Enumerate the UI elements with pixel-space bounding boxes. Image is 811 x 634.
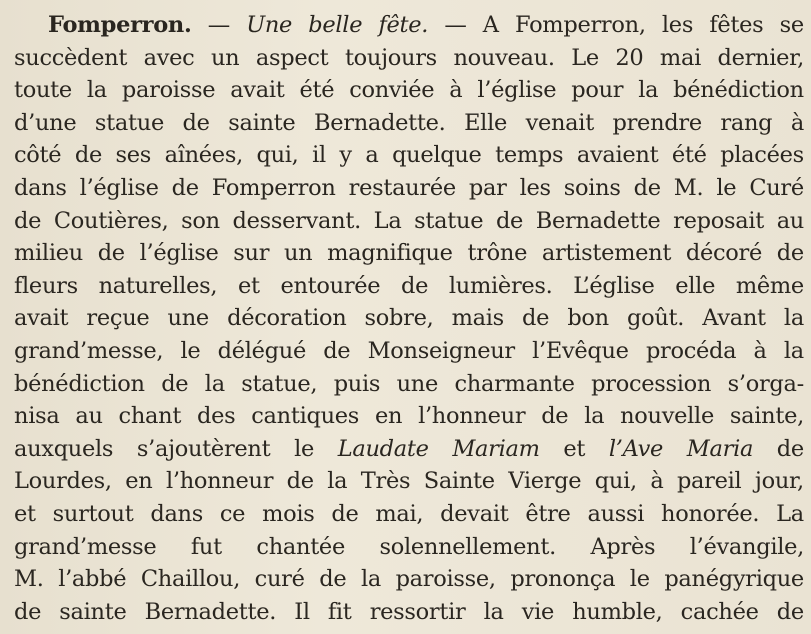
article-word: et — [563, 435, 586, 462]
article-word: solennellement. — [379, 533, 556, 560]
article-word: procéda — [645, 337, 737, 364]
article-line — [14, 465, 804, 498]
article-word: mai — [659, 44, 701, 71]
article-line — [14, 270, 804, 303]
article-word: lumières. — [448, 272, 553, 299]
article-word: artistement — [541, 240, 672, 267]
article-word: été — [299, 77, 335, 104]
article-word: paroisse, — [395, 566, 496, 593]
article-line — [14, 139, 804, 172]
article-word: de — [286, 468, 314, 495]
article-word: de — [319, 566, 347, 593]
article-word: côté — [14, 142, 62, 169]
article-word: Avant — [702, 305, 766, 332]
article-column — [14, 9, 804, 628]
article-word: procession — [591, 370, 712, 397]
article-word: l’abbé — [58, 566, 127, 593]
article-word: l’Ave — [608, 435, 664, 462]
article-word: L’église — [573, 272, 655, 299]
article-word: pour — [571, 77, 624, 104]
article-word: à — [753, 337, 767, 364]
article-word: chant — [118, 403, 182, 430]
article-word: de — [776, 240, 804, 267]
article-word: à — [790, 109, 804, 136]
article-word: aînées, — [164, 142, 243, 169]
article-word: dans — [14, 174, 67, 201]
article-word: statue — [414, 207, 484, 234]
article-word: devait — [440, 500, 509, 527]
article-line — [14, 368, 804, 401]
article-word: la — [86, 77, 107, 104]
article-word: temps — [495, 142, 564, 169]
article-word: mai, — [375, 500, 424, 527]
article-word: surtout — [52, 500, 134, 527]
article-word: desservant. — [232, 207, 361, 234]
article-word: La — [373, 207, 402, 234]
article-word: qui, — [594, 468, 637, 495]
article-word: de — [74, 142, 102, 169]
article-word: pareil — [676, 468, 742, 495]
article-word: par — [468, 174, 507, 201]
article-word: de — [633, 174, 661, 201]
article-line — [14, 335, 804, 368]
article-line — [14, 531, 804, 564]
article-word: Il — [294, 598, 310, 625]
article-word: sainte, — [729, 403, 804, 430]
article-word: — — [444, 12, 467, 38]
article-word: être — [525, 500, 571, 527]
article-word: toute — [14, 77, 72, 104]
article-word: la — [327, 468, 348, 495]
article-word: de — [331, 500, 359, 527]
article-word: de — [171, 174, 199, 201]
article-word: sainte — [228, 109, 296, 136]
article-word: les — [661, 12, 694, 38]
article-line — [14, 9, 804, 42]
article-word: bon — [567, 305, 609, 332]
article-word: fut — [190, 533, 222, 560]
article-word: Sainte — [423, 468, 495, 495]
article-word: aussi — [587, 500, 645, 527]
article-word: délégué — [217, 337, 306, 364]
article-word: l’honneur — [418, 403, 526, 430]
article-word: sainte — [59, 598, 127, 625]
article-word: décoration — [227, 305, 347, 332]
article-word: 20 — [615, 44, 644, 71]
article-heading: Fomperron. — [48, 12, 192, 38]
article-word: Lourdes, — [14, 468, 112, 495]
article-word: nisa — [14, 403, 60, 430]
article-word: au — [776, 207, 804, 234]
article-line — [14, 563, 804, 596]
article-word: d’une — [14, 109, 77, 136]
article-word: et — [14, 500, 36, 527]
article-word: statue — [94, 109, 164, 136]
article-word: conviée — [349, 77, 435, 104]
article-line — [14, 400, 804, 433]
article-word: venait — [525, 109, 594, 136]
article-word: vie — [521, 598, 555, 625]
article-word: et — [237, 272, 260, 299]
article-word: de — [14, 207, 42, 234]
article-word: Coutières, — [53, 207, 169, 234]
article-word: nouvelle — [620, 403, 714, 430]
article-word: Vierge — [508, 468, 582, 495]
article-word: paroisse — [121, 77, 216, 104]
article-word: l’église — [477, 77, 557, 104]
article-word: mais — [451, 305, 504, 332]
article-word: milieu — [14, 240, 83, 267]
article-word: de — [541, 403, 569, 430]
article-word: soins — [563, 174, 621, 201]
article-word: sobre, — [364, 305, 434, 332]
article-word: de — [323, 337, 351, 364]
article-word: en — [374, 403, 403, 430]
article-word: de — [522, 305, 550, 332]
article-word: Le — [571, 44, 599, 71]
article-word: curé — [254, 566, 305, 593]
article-word: la — [638, 77, 659, 104]
article-word: ses — [115, 142, 152, 169]
article-word: cachée — [680, 598, 759, 625]
article-word: Après — [590, 533, 656, 560]
article-word: de — [776, 598, 804, 625]
article-word: la — [584, 403, 605, 430]
article-word: elle — [675, 272, 716, 299]
article-word: grand’messe — [14, 533, 157, 560]
article-word: y — [339, 142, 352, 169]
article-word: au — [75, 403, 103, 430]
article-word: la — [783, 305, 804, 332]
article-word: auxquels — [14, 435, 114, 462]
article-word: de — [182, 109, 210, 136]
article-word: s’ajoutèrent — [136, 435, 271, 462]
article-word: restaurée — [348, 174, 456, 201]
article-word: toujours — [344, 44, 437, 71]
article-line — [14, 302, 804, 335]
article-line — [14, 498, 804, 531]
article-word: son — [181, 207, 220, 234]
article-word: Mariam — [452, 435, 540, 462]
article-word: rang — [720, 109, 773, 136]
article-word: l’église — [139, 240, 219, 267]
article-word: — — [207, 12, 230, 38]
article-word: M. — [14, 566, 44, 593]
article-word: une — [167, 305, 209, 332]
article-word: A — [482, 12, 499, 38]
article-word: fleurs — [14, 272, 78, 299]
article-word: de — [97, 240, 125, 267]
article-word: à — [650, 468, 664, 495]
article-word: puis — [333, 370, 381, 397]
article-line — [14, 74, 804, 107]
article-word: sur — [233, 240, 270, 267]
article-word: dernier, — [717, 44, 804, 71]
article-word: mois — [262, 500, 315, 527]
article-word: Maria — [686, 435, 754, 462]
article-word: avait — [14, 305, 69, 332]
article-word: La — [776, 500, 804, 527]
article-word: Fomperron, — [514, 12, 646, 38]
article-word: naturelles, — [98, 272, 218, 299]
article-word: placées — [720, 142, 804, 169]
article-word: reposait — [673, 207, 764, 234]
article-word: trône — [467, 240, 528, 267]
article-word: de — [401, 272, 429, 299]
article-word: le — [629, 566, 650, 593]
article-word: bénédiction — [673, 77, 804, 104]
article-word: Monseigneur — [367, 337, 515, 364]
article-word: avaient — [576, 142, 659, 169]
article-word: la — [783, 337, 804, 364]
article-word: se — [779, 12, 804, 38]
article-word: jour, — [754, 468, 804, 495]
article-word: aspect — [255, 44, 329, 71]
article-line — [14, 42, 804, 75]
article-word: fêtes — [709, 12, 764, 38]
article-word: charmante — [454, 370, 575, 397]
article-word: Bernadette. — [314, 109, 446, 136]
article-word: avec — [143, 44, 195, 71]
article-word: la — [360, 566, 381, 593]
article-line — [14, 107, 804, 140]
article-word: prononça — [510, 566, 616, 593]
article-word: Curé — [749, 174, 804, 201]
article-word: bénédiction — [14, 370, 145, 397]
article-word: en — [125, 468, 153, 495]
article-line — [14, 433, 804, 466]
article-word: les — [519, 174, 551, 201]
article-word: Elle — [464, 109, 507, 136]
article-word: humble, — [572, 598, 663, 625]
article-word: a — [365, 142, 379, 169]
article-word: l’Evêque — [532, 337, 629, 364]
article-word: la — [204, 370, 225, 397]
article-line — [14, 237, 804, 270]
article-word: quelque — [392, 142, 482, 169]
article-word: Une — [246, 12, 293, 38]
article-word: succèdent — [14, 44, 128, 71]
article-word: prendre — [612, 109, 702, 136]
article-word: même — [735, 272, 804, 299]
article-word: de — [161, 370, 189, 397]
article-word: le — [294, 435, 314, 462]
article-word: ce — [219, 500, 246, 527]
article-word: l’église — [79, 174, 159, 201]
article-word: Fomperron — [211, 174, 336, 201]
article-word: statue, — [241, 370, 318, 397]
article-word: avait — [230, 77, 285, 104]
article-word: ressortir — [369, 598, 466, 625]
article-line — [14, 205, 804, 238]
article-word: cantiques — [251, 403, 360, 430]
article-word: l’évangile, — [689, 533, 804, 560]
article-word: un — [210, 44, 240, 71]
article-word: Chaillou, — [140, 566, 241, 593]
article-word: il — [312, 142, 326, 169]
article-word: s’orga- — [727, 370, 804, 397]
article-word: fête. — [378, 12, 429, 38]
article-word: la — [483, 598, 504, 625]
article-word: Laudate — [337, 435, 429, 462]
article-word: nouveau. — [453, 44, 555, 71]
article-word: chantée — [256, 533, 345, 560]
article-word: Bernadette — [535, 207, 661, 234]
article-line — [14, 596, 804, 629]
article-word: entourée — [280, 272, 381, 299]
article-word: le — [716, 174, 737, 201]
article-word: belle — [308, 12, 363, 38]
article-word: Bernadette. — [144, 598, 277, 625]
article-word: de — [495, 207, 524, 234]
article-word: grand’messe, — [14, 337, 164, 364]
article-word: à — [449, 77, 463, 104]
article-word: dans — [150, 500, 203, 527]
article-word: décoré — [685, 240, 762, 267]
article-word: M. — [673, 174, 704, 201]
article-word: Très — [360, 468, 411, 495]
article-word: été — [671, 142, 707, 169]
article-word: qui, — [256, 142, 299, 169]
article-line — [14, 172, 804, 205]
article-word: magnifique — [327, 240, 453, 267]
article-word: un — [283, 240, 313, 267]
article-word: le — [180, 337, 201, 364]
article-word: de — [776, 435, 804, 462]
article-word: des — [196, 403, 236, 430]
article-word: panégyrique — [664, 566, 804, 593]
article-word: une — [396, 370, 439, 397]
article-word: goût. — [627, 305, 685, 332]
article-word: fit — [327, 598, 352, 625]
article-word: reçue — [86, 305, 150, 332]
article-word: honorée. — [661, 500, 760, 527]
article-word: de — [14, 598, 42, 625]
article-word: l’honneur — [165, 468, 274, 495]
